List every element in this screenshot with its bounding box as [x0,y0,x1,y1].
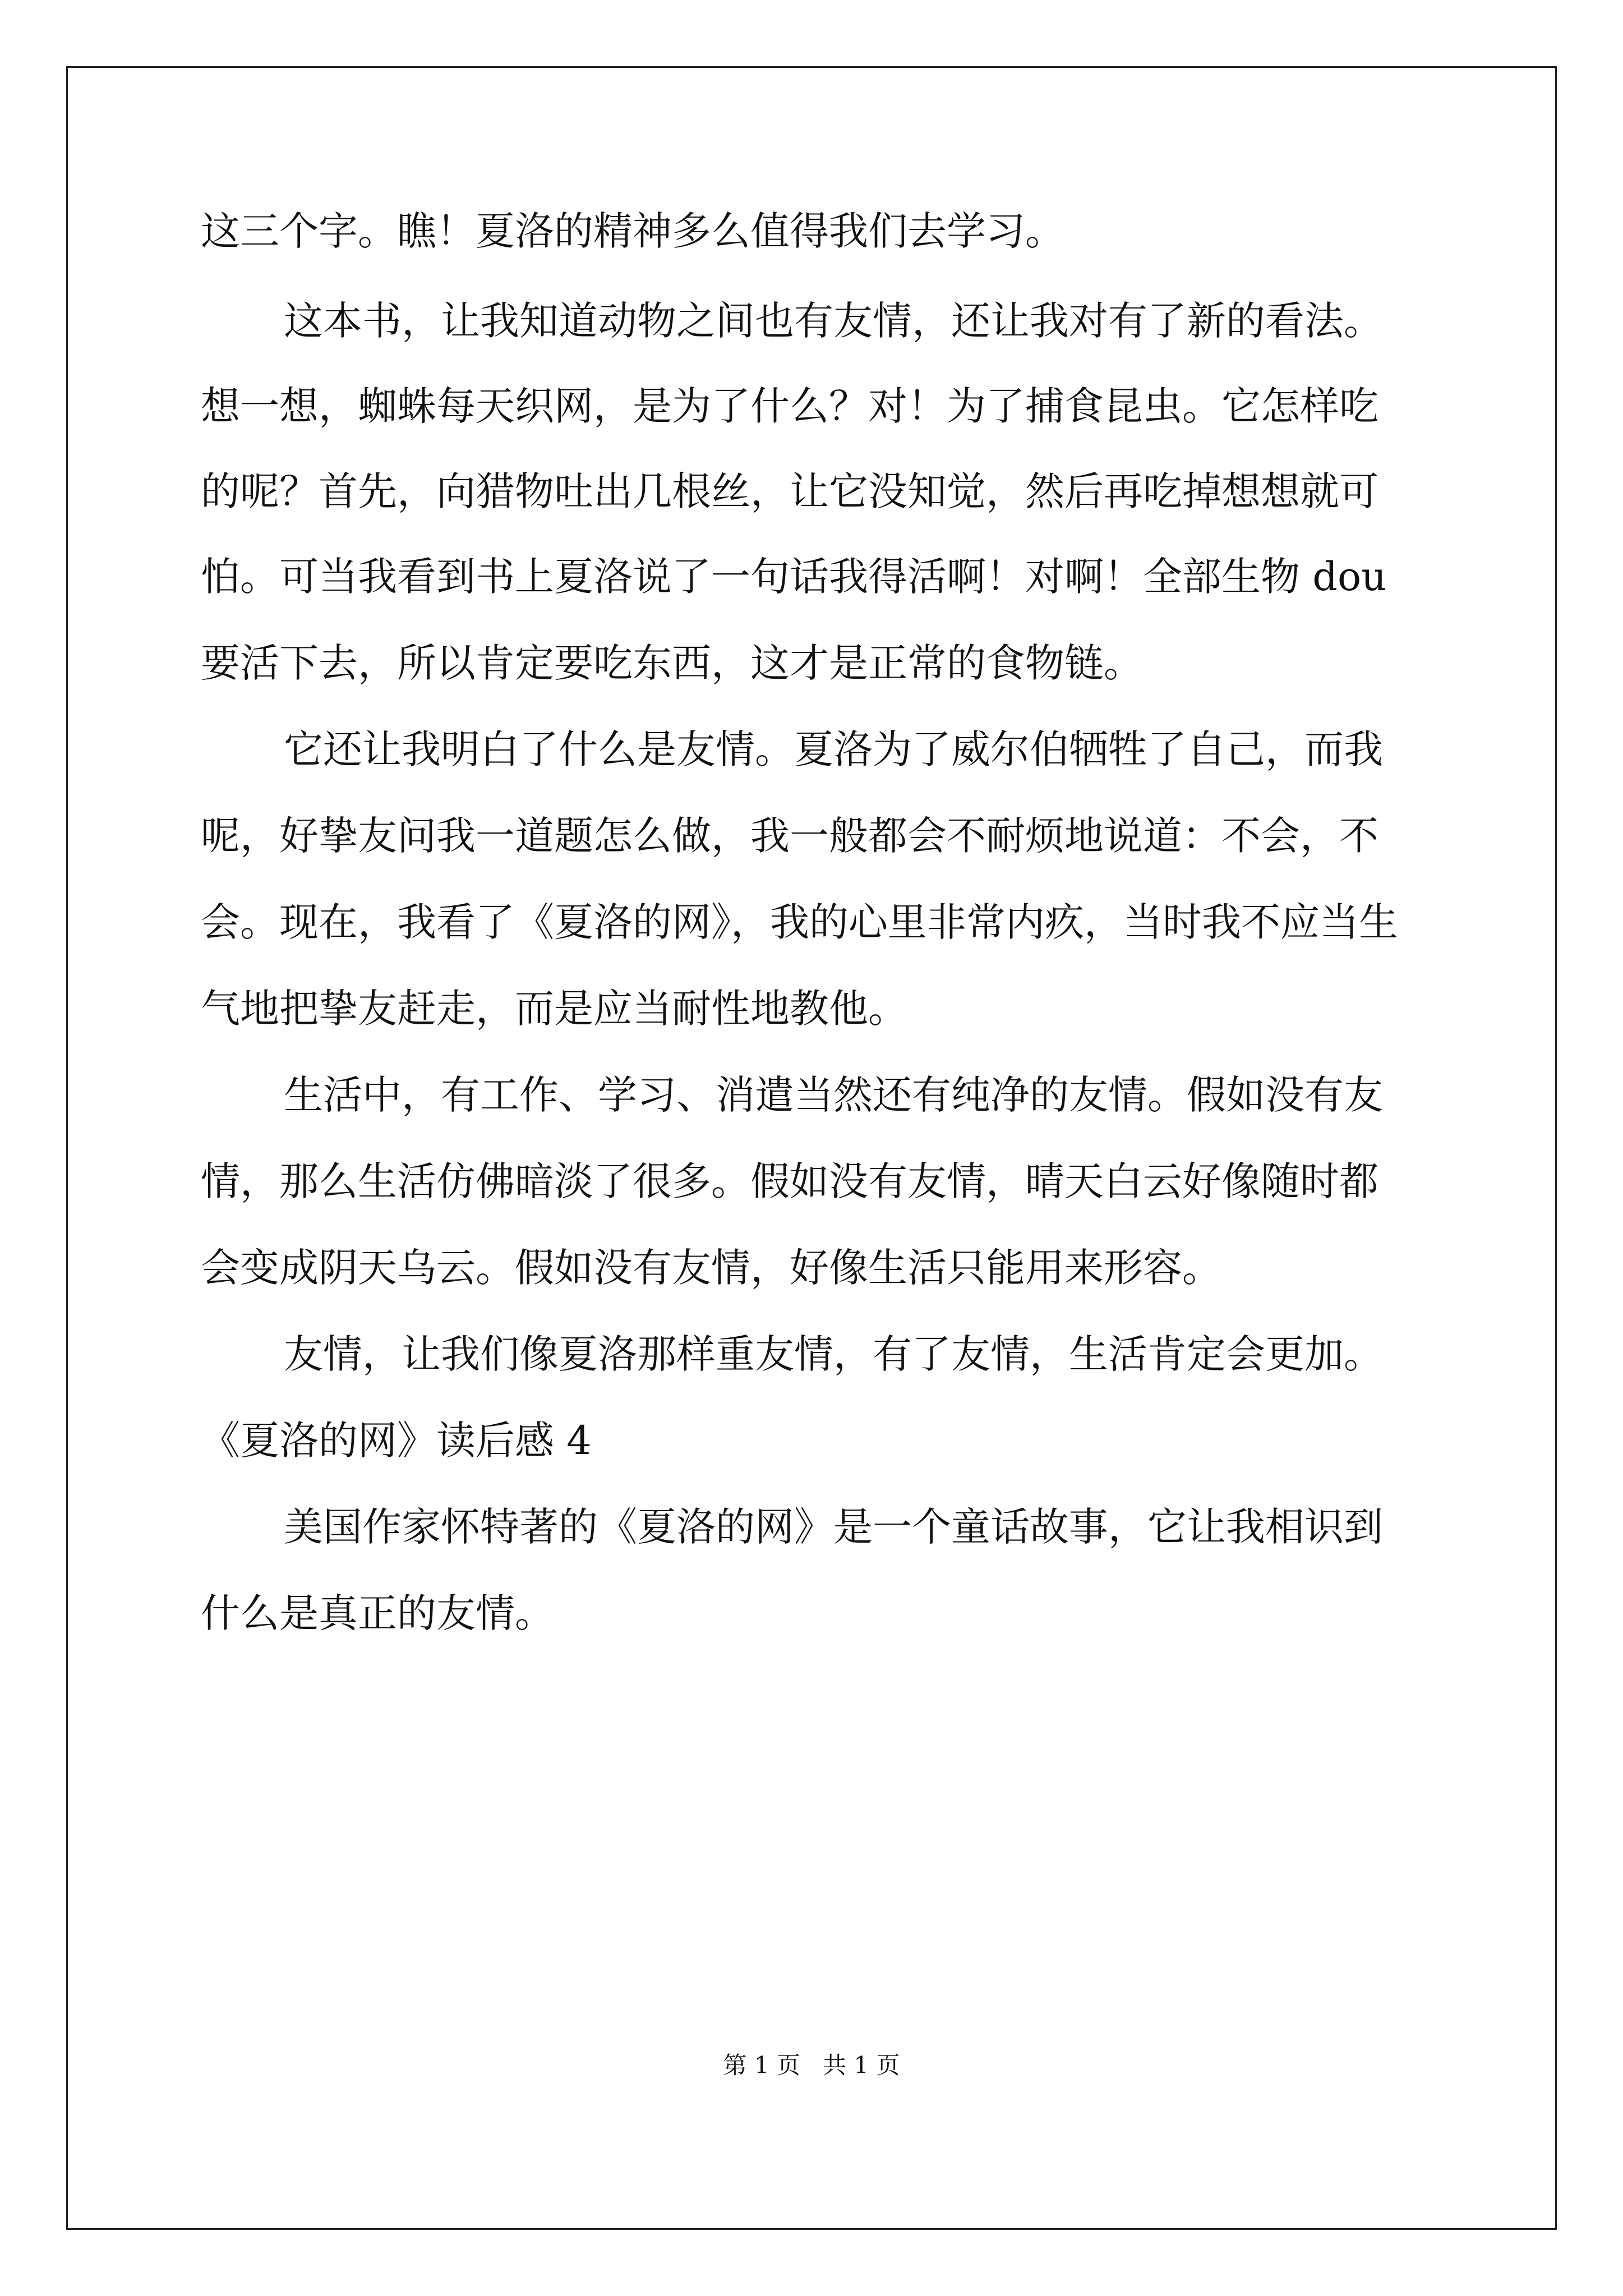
paragraph-start-line: 美国作家怀特著的《夏洛的网》是一个童话故事，它让我相识到 [284,1504,1383,1550]
paragraph-start-line: 友情，让我们像夏洛那样重友情，有了友情，生活肯定会更加。 [284,1331,1383,1377]
text-line: 会变成阴天乌云。假如没有友情，好像生活只能用来形容。 [201,1245,1221,1291]
text-line: 什么是真正的友情。 [201,1590,554,1636]
text-line: 气地把挚友赶走，而是应当耐性地教他。 [201,986,907,1032]
paragraph-start-line: 生活中，有工作、学习、消遣当然还有纯净的友情。假如没有友 [284,1072,1383,1118]
text-line: 会。现在，我看了《夏洛的网》，我的心里非常内疚，当时我不应当生 [201,899,1398,945]
text-line: 情，那么生活仿佛暗淡了很多。假如没有友情，晴天白云好像随时都 [201,1158,1378,1204]
text-line: 怕。可当我看到书上夏洛说了一句话我得活啊！对啊！全部生物 dou [201,554,1387,600]
paragraph-start-line: 这本书，让我知道动物之间也有友情，还让我对有了新的看法。 [284,298,1383,344]
text-line: 想一想，蜘蛛每天织网，是为了什么？对！为了捕食昆虫。它怎样吃 [201,383,1378,429]
section-title: 《夏洛的网》读后感 4 [201,1418,592,1464]
text-line: 的呢？首先，向猎物吐出几根丝，让它没知觉，然后再吃掉想想就可 [201,468,1378,514]
paragraph-start-line: 它还让我明白了什么是友情。夏洛为了威尔伯牺牲了自己，而我 [284,726,1383,772]
page-footer: 第 1 页 共 1 页 [723,2051,900,2079]
text-line: 这三个字。瞧！夏洛的精神多么值得我们去学习。 [201,208,1064,254]
text-line: 呢，好挚友问我一道题怎么做，我一般都会不耐烦地说道：不会，不 [201,813,1378,859]
text-line: 要活下去，所以肯定要吃东西，这才是正常的食物链。 [201,640,1143,686]
